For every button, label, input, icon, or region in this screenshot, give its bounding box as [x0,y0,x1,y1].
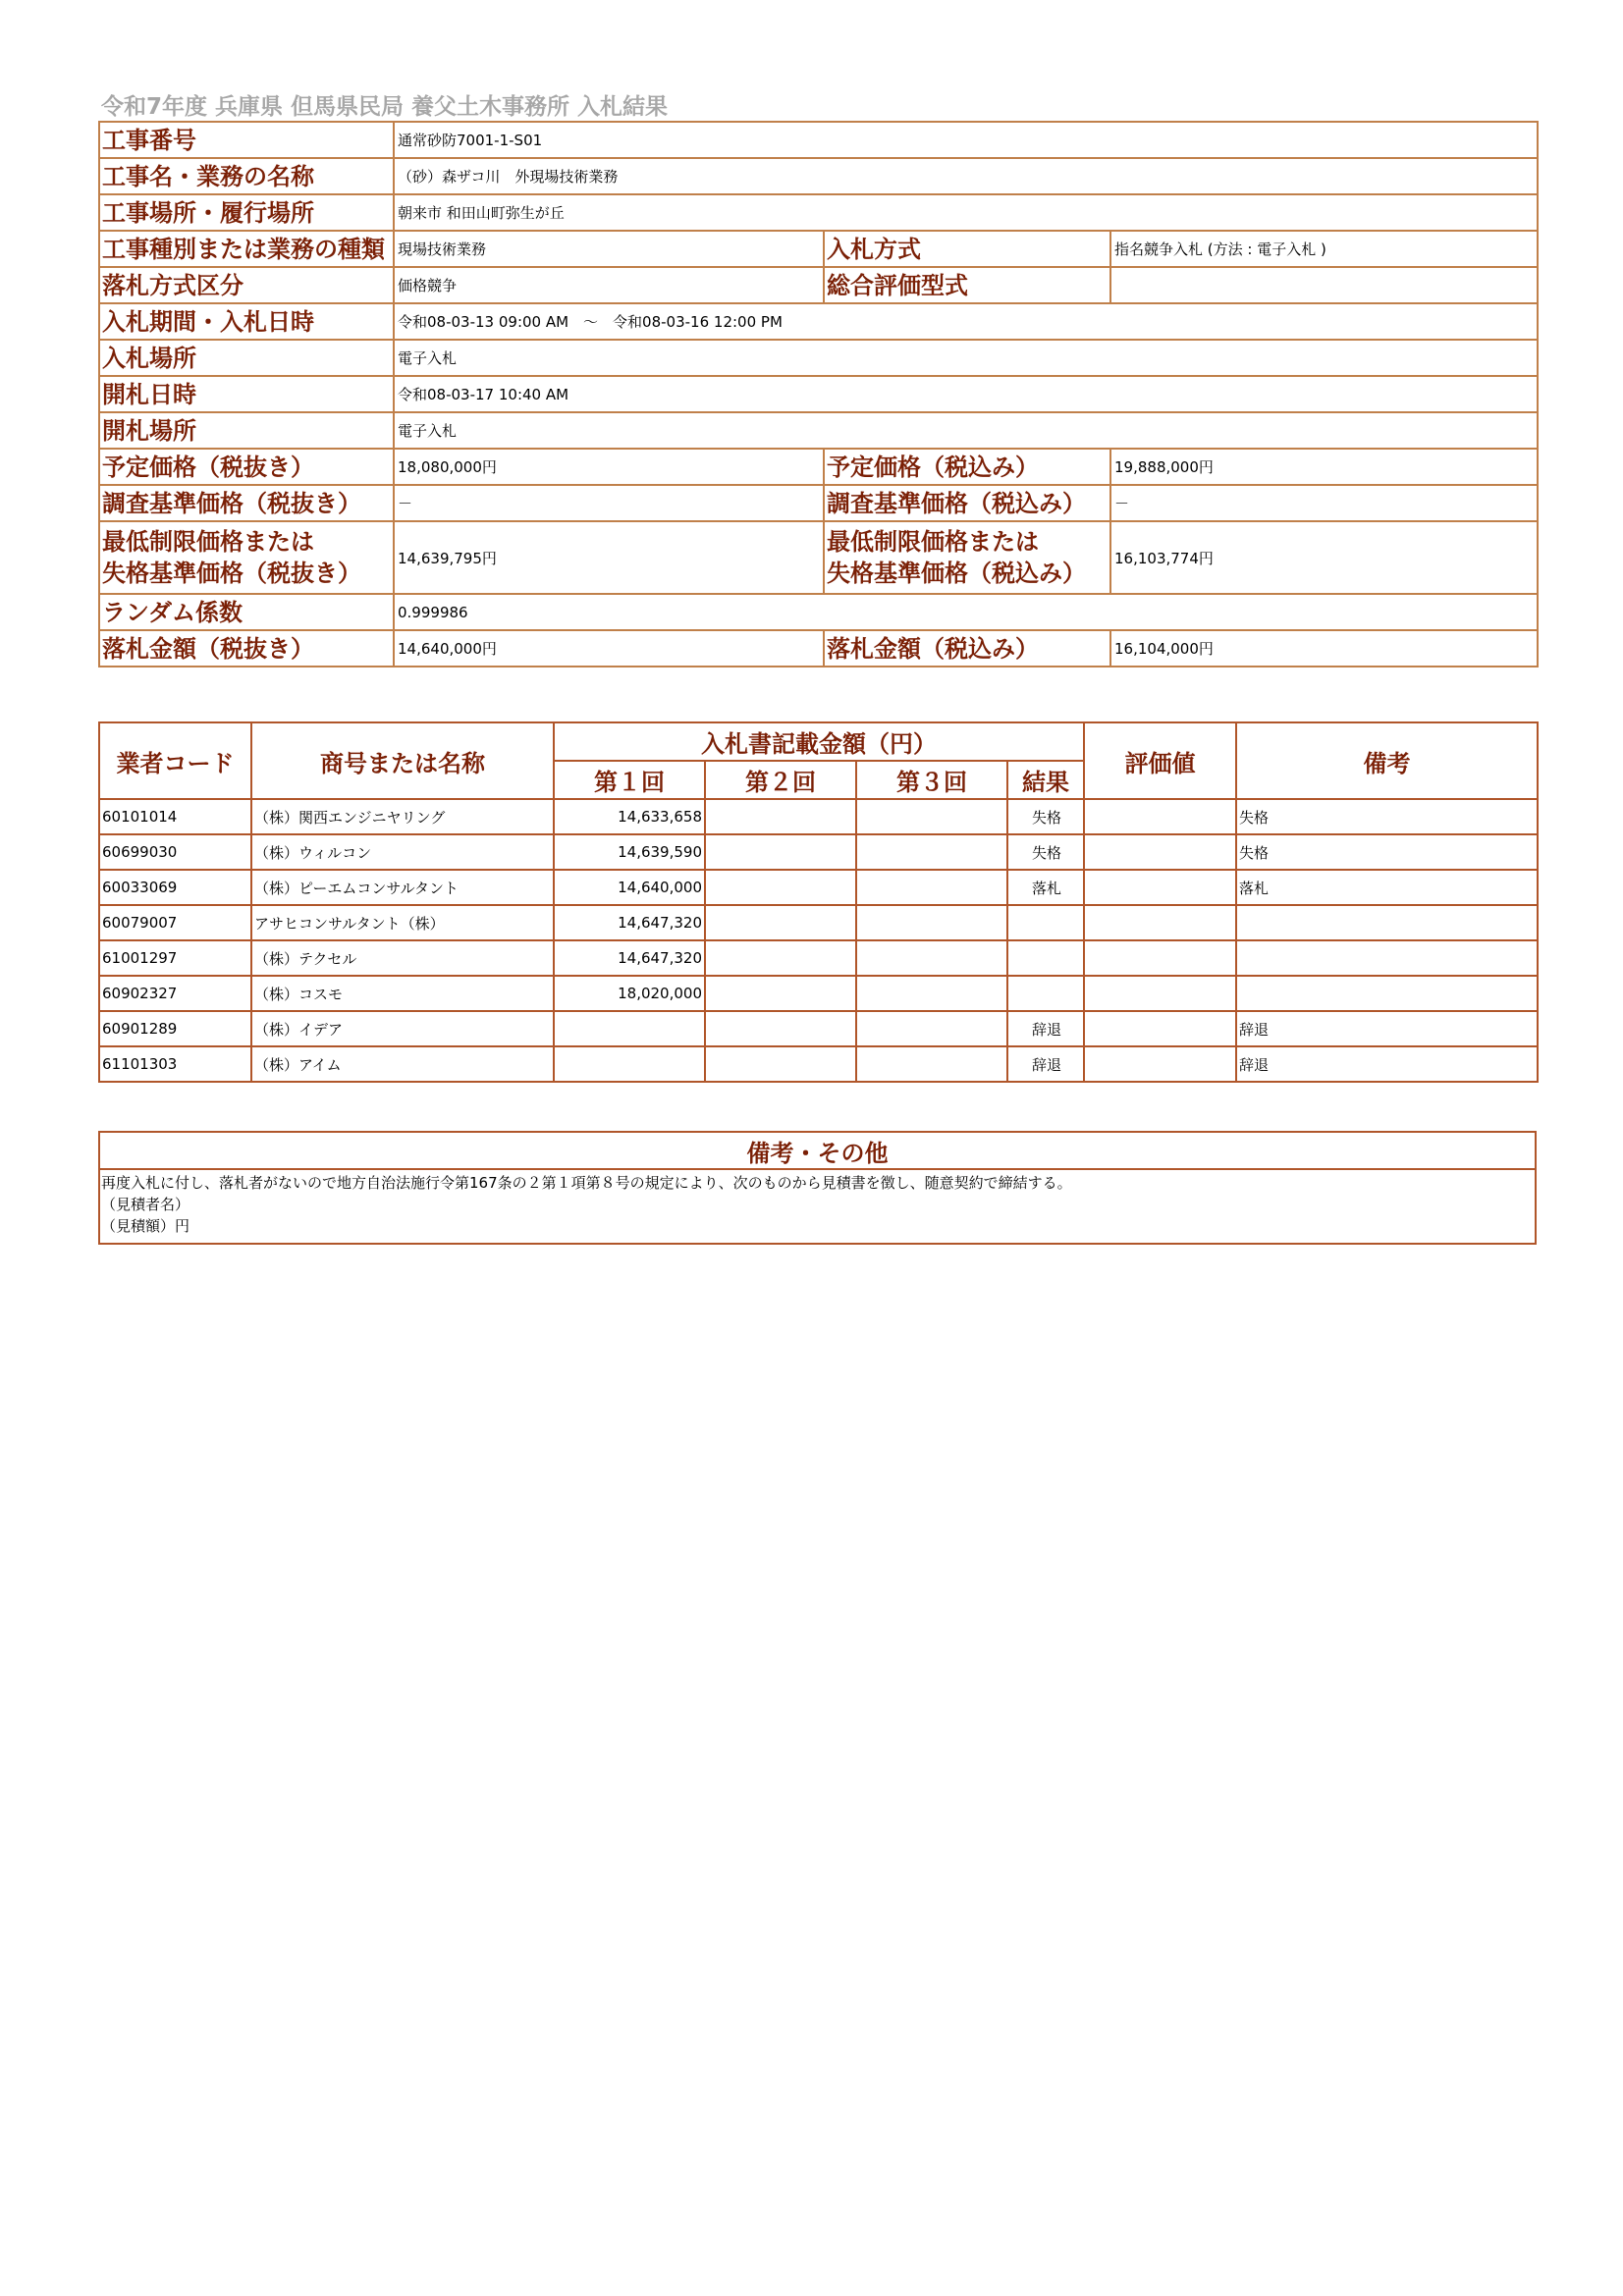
label-min-price-in-line1: 最低制限価格または [827,528,1039,556]
cell-remarks [1236,905,1538,940]
cell-result: 失格 [1007,834,1084,870]
label-bid-method: 入札方式 [824,231,1110,267]
cell-evaluation [1084,834,1236,870]
cell-round1: 14,633,658 [554,799,705,834]
cell-round3 [856,799,1007,834]
value-evaluation-type [1110,267,1538,303]
header-remarks: 備考 [1236,722,1538,799]
cell-round3 [856,870,1007,905]
row-planned-price [99,449,1538,485]
value-survey-price-in: － [1110,485,1538,521]
cell-remarks: 失格 [1236,799,1538,834]
value-bid-place: 電子入札 [394,340,1538,376]
cell-round3 [856,834,1007,870]
remarks-table [98,1131,1537,1245]
table-row [99,905,1538,940]
label-planned-price-ex: 予定価格（税抜き） [99,449,394,485]
remarks-header-row [99,1132,1536,1169]
row-award-amount [99,630,1538,667]
header-round1: 第１回 [554,761,705,799]
cell-code: 60033069 [99,870,251,905]
value-opening-place: 電子入札 [394,412,1538,449]
label-opening-place: 開札場所 [99,412,394,449]
cell-evaluation [1084,976,1236,1011]
row-random-coefficient [99,594,1538,630]
cell-round2 [705,1011,856,1046]
row-survey-price [99,485,1538,521]
cell-evaluation [1084,799,1236,834]
table-row [99,1046,1538,1082]
cell-code: 60902327 [99,976,251,1011]
label-survey-price-ex: 調査基準価格（税抜き） [99,485,394,521]
label-planned-price-in: 予定価格（税込み） [824,449,1110,485]
value-planned-price-ex: 18,080,000円 [394,449,824,485]
cell-result: 辞退 [1007,1046,1084,1082]
row-min-price [99,521,1538,594]
cell-name: アサヒコンサルタント（株） [251,905,554,940]
value-construction-number: 通常砂防7001-1-S01 [394,122,1538,158]
row-project-name [99,158,1538,194]
table-row [99,870,1538,905]
bid-header-row [99,722,1538,761]
bid-results-table [98,721,1539,1083]
cell-round1: 14,639,590 [554,834,705,870]
value-location: 朝来市 和田山町弥生が丘 [394,194,1538,231]
label-min-price-ex-line1: 最低制限価格または [102,528,314,556]
cell-name: （株）テクセル [251,940,554,976]
value-planned-price-in: 19,888,000円 [1110,449,1538,485]
cell-evaluation [1084,905,1236,940]
table-row [99,834,1538,870]
value-award-amount-in: 16,104,000円 [1110,630,1538,667]
cell-name: （株）イデア [251,1011,554,1046]
header-round2: 第２回 [705,761,856,799]
remarks-body-row [99,1169,1536,1244]
cell-name: （株）ウィルコン [251,834,554,870]
label-random-coefficient: ランダム係数 [99,594,394,630]
value-opening-datetime: 令和08-03-17 10:40 AM [394,376,1538,412]
cell-remarks: 失格 [1236,834,1538,870]
label-bid-place: 入札場所 [99,340,394,376]
cell-result [1007,976,1084,1011]
cell-round1: 14,640,000 [554,870,705,905]
label-award-amount-ex: 落札金額（税抜き） [99,630,394,667]
header-amount-group: 入札書記載金額（円） [554,722,1084,761]
label-min-price-ex [99,521,394,594]
header-result: 結果 [1007,761,1084,799]
row-opening-datetime [99,376,1538,412]
row-bid-period [99,303,1538,340]
cell-evaluation [1084,1046,1236,1082]
cell-result: 辞退 [1007,1011,1084,1046]
cell-remarks [1236,940,1538,976]
cell-remarks [1236,976,1538,1011]
label-location: 工事場所・履行場所 [99,194,394,231]
cell-code: 60699030 [99,834,251,870]
header-name: 商号または名称 [251,722,554,799]
cell-name: （株）関西エンジニヤリング [251,799,554,834]
row-location [99,194,1538,231]
cell-result: 落札 [1007,870,1084,905]
cell-round1: 18,020,000 [554,976,705,1011]
cell-remarks: 辞退 [1236,1011,1538,1046]
cell-result: 失格 [1007,799,1084,834]
cell-code: 61001297 [99,940,251,976]
table-row [99,940,1538,976]
remarks-line-3: （見積額）円 [101,1217,190,1235]
cell-round2 [705,834,856,870]
cell-result [1007,940,1084,976]
header-evaluation: 評価値 [1084,722,1236,799]
cell-round1: 14,647,320 [554,905,705,940]
cell-remarks: 落札 [1236,870,1538,905]
table-row [99,799,1538,834]
cell-evaluation [1084,940,1236,976]
cell-remarks: 辞退 [1236,1046,1538,1082]
cell-name: （株）ピーエムコンサルタント [251,870,554,905]
cell-round2 [705,1046,856,1082]
cell-round3 [856,976,1007,1011]
cell-round3 [856,905,1007,940]
value-min-price-in: 16,103,774円 [1110,521,1538,594]
label-bid-period: 入札期間・入札日時 [99,303,394,340]
remarks-line-1: 再度入札に付し、落札者がないので地方自治法施行令第167条の２第１項第８号の規定により、次のものから見積書を徴し、随意契約で締結する。 [101,1174,1072,1192]
label-min-price-ex-line2: 失格基準価格（税抜き） [102,560,361,587]
cell-evaluation [1084,870,1236,905]
cell-code: 60101014 [99,799,251,834]
table-row [99,976,1538,1011]
value-award-amount-ex: 14,640,000円 [394,630,824,667]
remarks-body [99,1169,1536,1244]
label-work-type: 工事種別または業務の種類 [99,231,394,267]
cell-code: 61101303 [99,1046,251,1082]
cell-round2 [705,799,856,834]
cell-round1: 14,647,320 [554,940,705,976]
cell-evaluation [1084,1011,1236,1046]
cell-round3 [856,1046,1007,1082]
cell-result [1007,905,1084,940]
row-award-method [99,267,1538,303]
cell-round1 [554,1046,705,1082]
label-award-amount-in: 落札金額（税込み） [824,630,1110,667]
row-work-type [99,231,1538,267]
label-opening-datetime: 開札日時 [99,376,394,412]
value-award-method: 価格競争 [394,267,824,303]
label-construction-number: 工事番号 [99,122,394,158]
table-row [99,1011,1538,1046]
value-bid-method: 指名競争入札 (方法 : 電子入札 ) [1110,231,1538,267]
cell-name: （株）アイム [251,1046,554,1082]
row-construction-number [99,122,1538,158]
label-min-price-in-line2: 失格基準価格（税込み） [827,560,1086,587]
row-bid-place [99,340,1538,376]
cell-name: （株）コスモ [251,976,554,1011]
row-opening-place [99,412,1538,449]
label-award-method: 落札方式区分 [99,267,394,303]
cell-round2 [705,870,856,905]
cell-round2 [705,940,856,976]
label-evaluation-type: 総合評価型式 [824,267,1110,303]
cell-round2 [705,976,856,1011]
cell-code: 60079007 [99,905,251,940]
value-min-price-ex: 14,639,795円 [394,521,824,594]
cell-round3 [856,940,1007,976]
cell-round1 [554,1011,705,1046]
label-survey-price-in: 調査基準価格（税込み） [824,485,1110,521]
project-info-table [98,121,1539,667]
remarks-line-2: （見積者名） [101,1196,190,1213]
label-project-name: 工事名・業務の名称 [99,158,394,194]
label-min-price-in [824,521,1110,594]
header-round3: 第３回 [856,761,1007,799]
remarks-title: 備考・その他 [99,1132,1536,1169]
page-title: 令和7年度 兵庫県 但馬県民局 養父土木事務所 入札結果 [101,94,669,120]
cell-round3 [856,1011,1007,1046]
cell-round2 [705,905,856,940]
value-project-name: （砂）森ザコ川 外現場技術業務 [394,158,1538,194]
header-code: 業者コード [99,722,251,799]
value-survey-price-ex: － [394,485,824,521]
cell-code: 60901289 [99,1011,251,1046]
value-random-coefficient: 0.999986 [394,594,1538,630]
value-work-type: 現場技術業務 [394,231,824,267]
value-bid-period: 令和08-03-13 09:00 AM ～ 令和08-03-16 12:00 PM [394,303,1538,340]
